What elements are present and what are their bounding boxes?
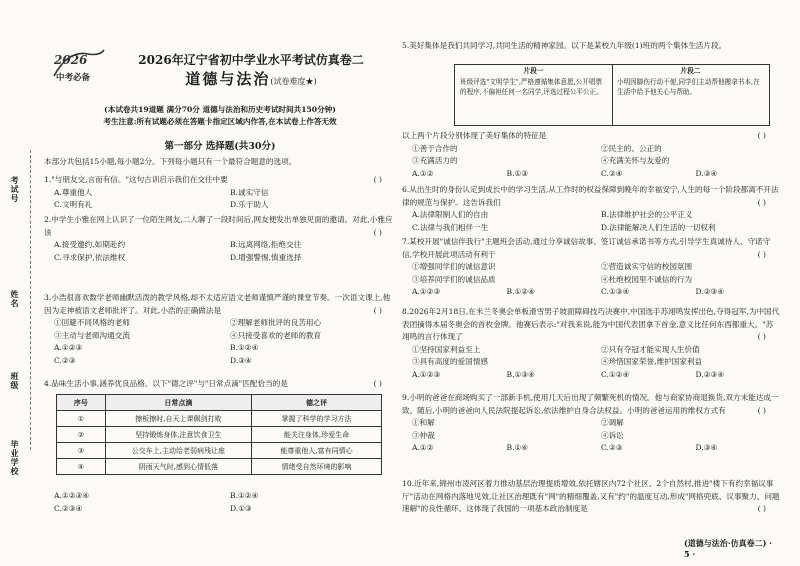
question-items (402, 143, 780, 168)
question-options (402, 369, 780, 382)
question-10 (402, 478, 780, 516)
item-1: ①坚持国家利益至上 (412, 344, 481, 354)
page-footer: (道德与法治·仿真卷二) · 5 · (684, 538, 772, 559)
case-2-text: 小明因脚伤行动不便,同学们主动帮他搬拿书本,在生活中给予他关心与帮助。 (617, 78, 760, 96)
item-4: ④诉讼 (601, 430, 624, 440)
case-1-text: 班级评选"文明学生",严格遵循集体意愿,公开唱票的程序,不偏袒任何一名同学,评选过程公平公正。 (460, 78, 603, 96)
table-cell: ③ (57, 443, 106, 459)
table-cell: 能尊重他人,富有同情心 (252, 443, 382, 459)
option-c: C.②③④ (54, 503, 83, 513)
option-c: C.②④ (601, 168, 623, 178)
item-2: ②调解 (601, 418, 624, 428)
question-stem: 10.近年来,锦州市凌河区着力推动基层治理提质增效,依托辖区内72个社区、2个自然村,推进"楼下有约幸福议事厅"活动在网格内落地见效,让社区治理既有"网"的精细覆盖,又有"约"的温度互动,形成"网格兜底、议事聚力、问题速解"的良性循环。这体现了我国的一项基本政治制度是 ( ) (402, 479, 780, 514)
item-2: ②理解老师批评的良苦用心 (230, 318, 322, 328)
option-a: A.尊重他人 (54, 187, 93, 197)
item-4: ④只接受喜欢的老师的教育 (230, 330, 322, 340)
option-b: B.诚实守信 (230, 187, 269, 197)
option-d: D.②③④ (695, 369, 725, 379)
question-stem: 以上两个片段分别体现了美好集体的特征是 ( ) (402, 131, 766, 140)
subject-line (106, 68, 396, 93)
table-header-row (57, 395, 382, 411)
question-3 (44, 292, 396, 368)
question-options (44, 490, 396, 515)
school-label: 毕业学校 (10, 440, 20, 476)
option-d: D.①③ (230, 503, 252, 513)
question-options (402, 442, 780, 455)
question-stem: 5.美好集体是我们共同学习,共同生活的精神家园。以下是某校九年级(1)班的两个集体生活片段。 (402, 41, 727, 50)
item-3: ③主动与老师沟通交流 (54, 330, 130, 340)
question-9 (402, 392, 780, 455)
option-d: D.③④ (230, 355, 252, 365)
option-b: B.①②④ (506, 287, 535, 297)
option-b: B.①②④ (230, 491, 259, 500)
table-cell: 阴雨天气时,感到心情低落 (105, 459, 251, 475)
question-options (44, 342, 396, 367)
item-4: ④珍惜国家荣誉,维护国家利益 (601, 357, 703, 367)
exam-info (44, 104, 396, 128)
table-cell: 公交车上,主动给老弱病残让座 (105, 443, 251, 459)
item-3: ③具有高度的爱国情感 (412, 357, 488, 367)
item-4: ④充满关怀与友爱的 (601, 156, 670, 166)
option-b: B.①④ (506, 443, 529, 453)
table-cell: 情绪受自然环境的影响 (252, 459, 382, 475)
table-row (57, 427, 382, 443)
option-a: A.①②③ (412, 287, 441, 297)
part-title: 第一部分 选择题(共30分) (164, 141, 276, 152)
difficulty-label: (试卷难度★) (270, 77, 317, 86)
question-7 (402, 236, 780, 299)
question-items (44, 317, 396, 342)
item-1: ①和解 (412, 418, 435, 428)
question-stem: 8.2026年2月18日,在米兰冬奥会单板滑雪男子坡面障碍技巧决赛中,中国选手苏翊鸣发挥出色,夺得冠军,为中国代表团摘得本届冬奥会的首枚金牌。他赛后表示:"对我来说,能为中国代表团拿下首金,意义比任何东西都重大。"苏翊鸣的言行体现了 ( ) (402, 307, 780, 342)
binding-dash-line (30, 150, 31, 450)
question-options (402, 168, 780, 181)
table-header: 序号 (57, 395, 106, 411)
option-d: D.③④ (695, 168, 718, 178)
table-cell: ④ (57, 459, 106, 475)
exam-meta: (本试卷共19道题 满分70分 道德与法治和历史考试时间共150分钟) (104, 105, 336, 114)
right-column (402, 0, 780, 566)
table-cell: 掌握了科学的学习方法 (252, 411, 382, 427)
item-3: ③培养同学们的诚信品质 (412, 274, 496, 284)
question-options (44, 239, 396, 264)
question-8 (402, 306, 780, 382)
item-1: ①善于合作的 (412, 143, 458, 153)
question-2 (44, 214, 396, 264)
item-2: ②只有夺冠才能实现人生价值 (601, 344, 700, 354)
table-cell: 擦板擦时,自天上课佩剑打败 (105, 411, 251, 427)
table-header: 日常点滴 (105, 395, 251, 411)
question-stem: 1."与朋友交,言而有信。"这句古训启示我们在交往中要 ( ) (44, 175, 382, 184)
option-a: A.①②③④ (54, 491, 90, 500)
option-b: B.法律维护社会的公平正义 (601, 210, 693, 220)
item-2: ②营造诚实守信的校园氛围 (601, 262, 693, 272)
option-b: B.远离网络,拒绝交往 (230, 240, 302, 250)
subject-title: 道德与法治 (185, 70, 271, 88)
option-b: B.①③④ (506, 369, 535, 379)
case-2-title: 片段二 (680, 67, 701, 75)
exam-notice: 考生注意:所有试题必须在答题卡指定区域内作答,在本试卷上作答无效 (103, 117, 337, 126)
question-4 (44, 378, 396, 391)
table-cell: ① (57, 411, 106, 427)
question-stem: 3.小浩很喜欢数学老师幽默活泼的教学风格,却不太适应语文老师谨慎严谨的课堂节奏。一次语文课上,他因为走神被语文老师批评了。对此,小浩的正确做法是 ( ) (44, 293, 391, 315)
option-d: D.乐于助人 (230, 200, 269, 210)
question-items (402, 344, 780, 369)
exam-logo (48, 46, 108, 86)
part-intro: 本部分共包括15小题,每小题2分。下列每小题只有一个最符合题意的选项。 (44, 157, 297, 166)
question-stem: 4.品味生活小事,涵养优良品格。以下"德之评"与"日常点滴"匹配恰当的是 ( ) (44, 379, 382, 388)
option-c: C.②③ (601, 443, 623, 453)
option-a: A.①② (412, 443, 434, 453)
question-5 (402, 40, 780, 53)
question-stem: 6.从出生时的身份认定到成长中的学习生活,从工作时的权益保障到晚年的幸福安宁,人生的每一个阶段都离不开法律的规范与保护。这告诉我们 ( ) (402, 185, 779, 207)
option-c: C.②③ (54, 355, 76, 365)
option-a: A.接受邀约,如期赴约 (54, 240, 126, 250)
table-cell: ② (57, 427, 106, 443)
question-stem: 7.某校开展"诚信伴我行"主题班会活动,通过分享诚信故事、签订诚信承诺书等方式,引导学生真诚待人、守诺守信,学校开展此项活动有利于 ( ) (402, 237, 771, 259)
question-4-table (56, 394, 382, 475)
case-2 (612, 65, 769, 125)
table-header: 德之评 (252, 395, 382, 411)
left-column (44, 0, 396, 566)
question-4-options (44, 490, 396, 515)
exam-title-block (106, 52, 396, 93)
question-stem: 9.小明的爸爸在商场购买了一部新手机,使用几天后出现了频繁死机的情况。他与商家协商退换货,双方未能达成一致。随后,小明的爸爸向人民法院提起诉讼,依法维护自身合法权益。小明的爸爸运用的维权方式有 ( ) (402, 393, 779, 415)
question-6 (402, 184, 780, 234)
table-row (57, 443, 382, 459)
item-1: ①回避不同风格的老师 (54, 318, 130, 328)
question-items (402, 417, 780, 442)
exam-no-label: 考试号 (10, 176, 20, 203)
table-cell: 能关注身体,珍爱生命 (252, 427, 382, 443)
option-a: A.法律限制人们的自由 (412, 210, 489, 220)
item-4: ④杜绝校园里不诚信的行为 (601, 274, 693, 284)
question-options (44, 187, 396, 212)
option-a: A.①②③ (54, 343, 83, 353)
option-c: C.文明有礼 (54, 200, 93, 210)
exam-title: 2026年辽宁省初中学业水平考试仿真卷二 (138, 53, 364, 67)
option-b: B.①③ (506, 168, 529, 178)
option-c: C.寻求保护,依法维权 (54, 252, 126, 262)
option-c: C.①②④ (601, 369, 630, 379)
option-c: C.法律与我们相伴一生 (412, 222, 489, 232)
name-label: 姓名 (10, 290, 20, 308)
question-items (402, 261, 780, 286)
option-d: D.增强警惕,慎重选择 (230, 252, 302, 262)
binding-sidebar (0, 0, 42, 566)
item-1: ①增强同学们的诚信意识 (412, 262, 496, 272)
option-d: D.③④ (695, 443, 718, 453)
question-options (402, 209, 780, 234)
option-a: A.①② (412, 168, 434, 178)
option-d: D.②③④ (695, 287, 725, 297)
item-2: ②民主的、公正的 (601, 143, 662, 153)
table-row (57, 459, 382, 475)
question-stem: 2.中学生小雅在网上认识了一位陌生网友,二人聊了一段时间后,网友便发出单独见面的邀请。对此,小雅应该 ( ) (44, 215, 393, 237)
table-cell: 坚持锻炼身体,注意饮食卫生 (105, 427, 251, 443)
case-box (454, 64, 770, 126)
option-c: C.①③④ (601, 287, 630, 297)
option-b: B.①②④ (230, 343, 259, 353)
item-3: ③充满活力的 (412, 156, 458, 166)
case-1-title: 片段一 (523, 67, 544, 75)
case-1 (455, 65, 612, 125)
question-options (402, 286, 780, 299)
option-a: A.①②③ (412, 369, 441, 379)
question-1 (44, 174, 396, 212)
item-3: ③仲裁 (412, 430, 435, 440)
option-d: D.法律能解决人们生活的一切权利 (601, 222, 716, 232)
logo-year: 2026 (54, 53, 88, 67)
question-5-follow (402, 130, 780, 180)
table-row (57, 411, 382, 427)
class-label: 班级 (10, 372, 20, 390)
logo-text: 中考必备 (56, 73, 91, 83)
